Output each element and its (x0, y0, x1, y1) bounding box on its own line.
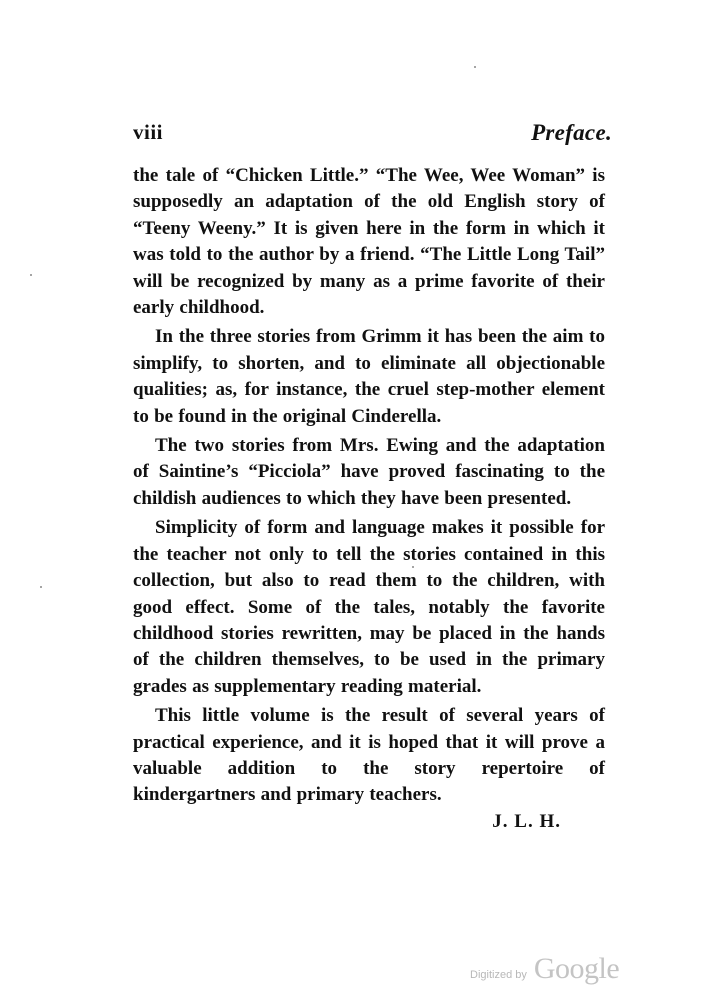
paragraph: Simplicity of form and language makes it possible for the teacher not only to tell the stories contained in this collection, but also to read them to the children, with good effect. Some of the tales, notably the favorite childhood stories rewritten, may be placed in the hands of the children themselves, to be used in the primary grades as supplementary reading material. (133, 517, 605, 697)
speck (474, 66, 476, 68)
digitized-by-label: Digitized by (470, 969, 527, 981)
digitized-watermark (470, 952, 620, 985)
text-body (133, 163, 605, 835)
google-logo: Google (533, 952, 620, 985)
paragraph: The two stories from Mrs. Ewing and the adaptation of Saintine’s “Picciola” have proved fascinating to the childish audiences to which they have been presented. (133, 435, 605, 509)
author-initials: J. L. H. (492, 810, 561, 832)
paragraph: the tale of “Chicken Little.” “The Wee, Wee Woman” is supposedly an adaptation of the old English story of “Teeny Weeny.” It is given here in the form in which it was told to the author by a friend. “The Little Long Tail” will be recognized by many as a prime favorite of their early childhood. (133, 165, 605, 319)
running-head: Preface. (531, 120, 612, 145)
page-number: viii (133, 120, 164, 144)
speck (40, 586, 42, 588)
speck (30, 274, 32, 276)
paragraph: In the three stories from Grimm it has been the aim to simplify, to shorten, and to eliminate all objectionable qualities; as, for instance, the cruel step-mother element to be found in the original Cinderella. (133, 326, 605, 427)
paragraph: This little volume is the result of several years of practical experience, and it is hoped that it will prove a valuable addition to the story repertoire of kindergartners and primary teachers. (133, 705, 605, 806)
page-header (133, 120, 612, 154)
